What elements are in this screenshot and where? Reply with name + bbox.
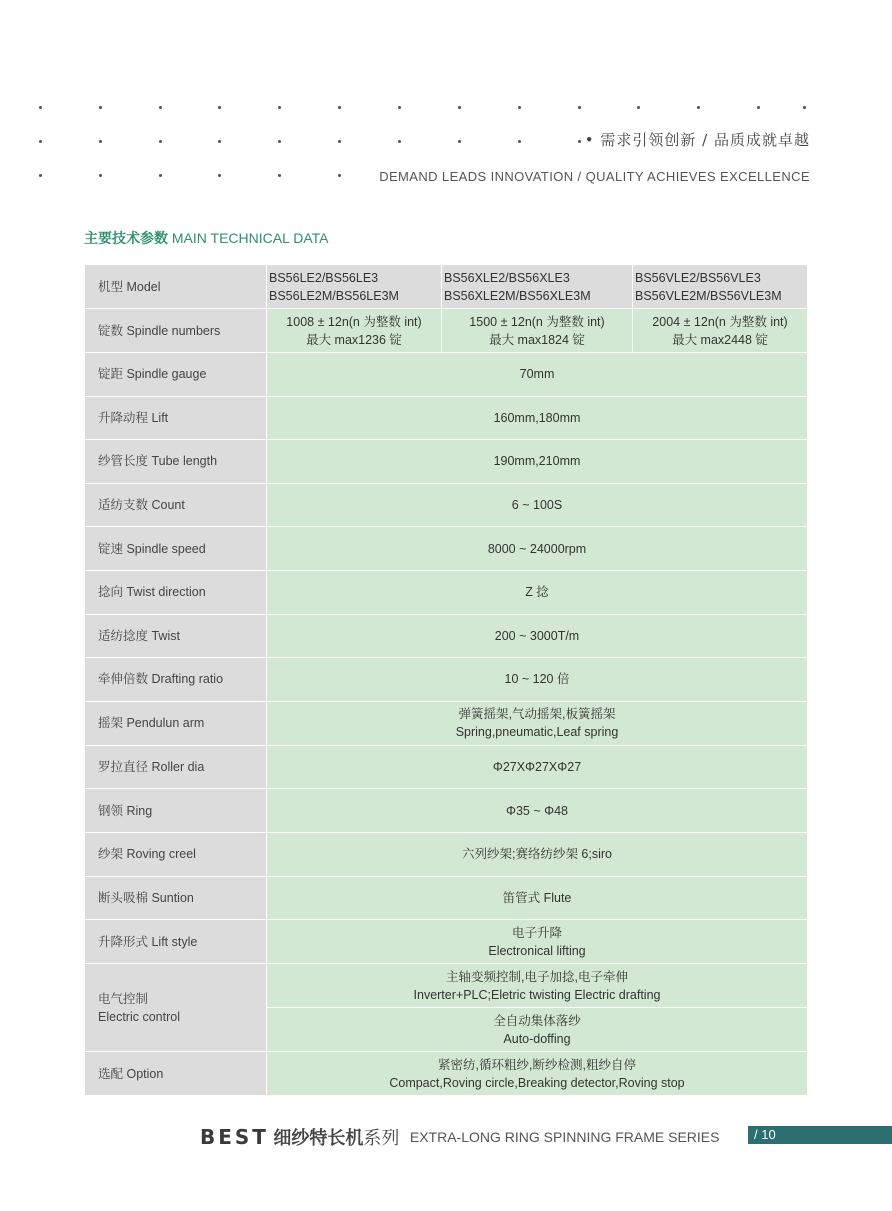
row-value bbox=[267, 440, 808, 484]
row-value-line1: Φ35 ~ Φ48 bbox=[506, 803, 568, 818]
table-row bbox=[85, 440, 808, 484]
decorative-dot bbox=[578, 140, 581, 143]
electric-value-2-cn: 全自动集体落纱 bbox=[493, 1013, 581, 1028]
row-value bbox=[267, 614, 808, 658]
model-3-line2: BS56VLE2M/BS56VLE3M bbox=[635, 288, 782, 303]
model-1-line2: BS56LE2M/BS56LE3M bbox=[269, 288, 399, 303]
slogan-english: DEMAND LEADS INNOVATION / QUALITY ACHIEVES EXCELLENCE bbox=[379, 169, 810, 184]
row-label: 选配 Option bbox=[85, 1052, 267, 1096]
row-value-line1: 8000 ~ 24000rpm bbox=[487, 541, 587, 556]
spindle-3-line1: 2004 ± 12n(n 为整数 int) bbox=[652, 314, 788, 329]
row-label: 捻向 Twist direction bbox=[85, 570, 267, 614]
electric-value-1-cn: 主轴变频控制,电子加捻,电子牵伸 bbox=[446, 969, 628, 984]
decorative-dot bbox=[757, 106, 760, 109]
row-value bbox=[267, 658, 808, 702]
row-value-line1: 六列纱架;赛络纺纱架 6;siro bbox=[461, 847, 612, 862]
table-row bbox=[85, 353, 808, 397]
decorative-dot bbox=[637, 106, 640, 109]
section-title-en: MAIN TECHNICAL DATA bbox=[171, 230, 329, 246]
row-label: 升降形式 Lift style bbox=[85, 920, 267, 964]
technical-data-table bbox=[84, 264, 808, 1096]
decorative-dot bbox=[39, 140, 42, 143]
table-row bbox=[85, 570, 808, 614]
row-label: 断头吸棉 Suntion bbox=[85, 876, 267, 920]
table-row bbox=[85, 745, 808, 789]
row-value-line1: 弹簧摇架,气动摇架,板簧摇架 bbox=[458, 707, 616, 722]
electric-value-1 bbox=[267, 964, 808, 1008]
decorative-dot bbox=[99, 174, 102, 177]
row-value-line1: 电子升降 bbox=[511, 925, 562, 940]
table-row bbox=[85, 920, 808, 964]
decorative-dot bbox=[278, 106, 281, 109]
decorative-dot bbox=[518, 140, 521, 143]
decorative-dot bbox=[518, 106, 521, 109]
decorative-dot bbox=[39, 106, 42, 109]
decorative-dot bbox=[99, 140, 102, 143]
decorative-dot bbox=[218, 140, 221, 143]
electric-value-1-en: Inverter+PLC;Eletric twisting Electric drafting bbox=[413, 987, 661, 1002]
decorative-dot bbox=[398, 106, 401, 109]
row-label: 锭速 Spindle speed bbox=[85, 527, 267, 571]
row-label: 牵伸倍数 Drafting ratio bbox=[85, 658, 267, 702]
decorative-dot bbox=[338, 106, 341, 109]
row-label: 适纺支数 Count bbox=[85, 483, 267, 527]
row-value bbox=[267, 701, 808, 745]
decorative-dot bbox=[398, 140, 401, 143]
decorative-dot bbox=[803, 106, 806, 109]
table-row bbox=[85, 701, 808, 745]
row-value-line1: 160mm,180mm bbox=[493, 410, 581, 425]
electric-value-2-en: Auto-doffing bbox=[503, 1031, 571, 1046]
table-row-option bbox=[85, 1052, 808, 1096]
spindle-cell-1 bbox=[267, 309, 442, 353]
section-title bbox=[84, 228, 329, 248]
row-value-line1: 10 ~ 120 倍 bbox=[504, 672, 570, 687]
row-value-line2: Spring,pneumatic,Leaf spring bbox=[455, 725, 619, 740]
row-label: 罗拉直径 Roller dia bbox=[85, 745, 267, 789]
option-value-cn: 紧密纺,循环粗纱,断纱检测,粗纱自停 bbox=[438, 1057, 636, 1072]
spindle-cell-3 bbox=[633, 309, 808, 353]
row-value-line1: Z 捻 bbox=[525, 585, 549, 600]
table-row bbox=[85, 614, 808, 658]
row-value-line1: Φ27XΦ27XΦ27 bbox=[492, 760, 582, 775]
decorative-dot bbox=[39, 174, 42, 177]
series-title-cn bbox=[273, 1124, 399, 1150]
table-row-electric-control bbox=[85, 964, 808, 1008]
decorative-dot bbox=[458, 106, 461, 109]
footer-brand bbox=[200, 1124, 719, 1148]
section-title-cn: 主要技术参数 bbox=[84, 230, 168, 246]
table-row-spindle-numbers bbox=[85, 309, 808, 353]
decorative-dot bbox=[578, 106, 581, 109]
row-value-line2: Electronical lifting bbox=[488, 943, 586, 958]
spindle-2-line2: 最大 max1824 锭 bbox=[489, 332, 585, 347]
row-value bbox=[267, 789, 808, 833]
series-title-cn-bold: 细纱特长机 bbox=[273, 1128, 364, 1148]
decorative-dot bbox=[338, 174, 341, 177]
table-row bbox=[85, 483, 808, 527]
decorative-dot bbox=[159, 174, 162, 177]
spindle-2-line1: 1500 ± 12n(n 为整数 int) bbox=[469, 314, 605, 329]
row-label: 锭数 Spindle numbers bbox=[85, 309, 267, 353]
row-value bbox=[267, 745, 808, 789]
row-label: 适纺捻度 Twist bbox=[85, 614, 267, 658]
row-value bbox=[267, 483, 808, 527]
row-label: 纱架 Roving creel bbox=[85, 832, 267, 876]
row-label: 钢领 Ring bbox=[85, 789, 267, 833]
row-label: 机型 Model bbox=[85, 265, 267, 309]
decorative-dot bbox=[99, 106, 102, 109]
row-label: 纱管长度 Tube length bbox=[85, 440, 267, 484]
decorative-dot bbox=[218, 106, 221, 109]
option-value-en: Compact,Roving circle,Breaking detector,Roving stop bbox=[389, 1075, 685, 1090]
decorative-dot bbox=[159, 140, 162, 143]
table-row bbox=[85, 832, 808, 876]
row-value-line1: 6 ~ 100S bbox=[511, 498, 563, 513]
table-row bbox=[85, 789, 808, 833]
brand-logo: BEST bbox=[200, 1125, 269, 1149]
row-value-line1: 笛管式 Flute bbox=[502, 890, 572, 905]
table-row bbox=[85, 396, 808, 440]
row-value-line1: 190mm,210mm bbox=[493, 454, 581, 469]
model-2-line2: BS56XLE2M/BS56XLE3M bbox=[444, 288, 591, 303]
row-label: 锭距 Spindle gauge bbox=[85, 353, 267, 397]
row-label: 摇架 Pendulun arm bbox=[85, 701, 267, 745]
row-label: 升降动程 Lift bbox=[85, 396, 267, 440]
row-label-electric bbox=[85, 964, 267, 1052]
decorative-dot bbox=[278, 140, 281, 143]
table-row bbox=[85, 658, 808, 702]
electric-label-en: Electric control bbox=[98, 1009, 180, 1024]
decorative-dot bbox=[458, 140, 461, 143]
spindle-1-line2: 最大 max1236 锭 bbox=[306, 332, 402, 347]
series-title-cn-light: 系列 bbox=[363, 1128, 400, 1148]
row-value bbox=[267, 920, 808, 964]
page-number: / 10 bbox=[748, 1126, 892, 1144]
decorative-dot bbox=[697, 106, 700, 109]
row-value bbox=[267, 570, 808, 614]
electric-label-cn: 电气控制 bbox=[98, 991, 149, 1006]
row-value bbox=[267, 832, 808, 876]
series-title-en: EXTRA-LONG RING SPINNING FRAME SERIES bbox=[409, 1129, 720, 1145]
spindle-3-line2: 最大 max2448 锭 bbox=[672, 332, 768, 347]
slogan-chinese: • 需求引领创新 / 品质成就卓越 bbox=[584, 131, 810, 149]
model-cell-2 bbox=[442, 265, 633, 309]
model-2-line1: BS56XLE2/BS56XLE3 bbox=[444, 270, 570, 285]
model-cell-3 bbox=[633, 265, 808, 309]
model-cell-1 bbox=[267, 265, 442, 309]
model-3-line1: BS56VLE2/BS56VLE3 bbox=[635, 270, 761, 285]
decorative-dot bbox=[338, 140, 341, 143]
electric-value-2 bbox=[267, 1008, 808, 1052]
row-value bbox=[267, 527, 808, 571]
row-value bbox=[267, 353, 808, 397]
spindle-cell-2 bbox=[442, 309, 633, 353]
decorative-dot bbox=[218, 174, 221, 177]
model-1-line1: BS56LE2/BS56LE3 bbox=[269, 270, 379, 285]
decorative-dot bbox=[278, 174, 281, 177]
row-value bbox=[267, 876, 808, 920]
table-row bbox=[85, 876, 808, 920]
row-value-line1: 200 ~ 3000T/m bbox=[494, 628, 580, 643]
spindle-1-line1: 1008 ± 12n(n 为整数 int) bbox=[286, 314, 422, 329]
table-row bbox=[85, 527, 808, 571]
table-row-model bbox=[85, 265, 808, 309]
row-value-line1: 70mm bbox=[519, 367, 555, 382]
row-value bbox=[267, 396, 808, 440]
option-value bbox=[267, 1052, 808, 1096]
decorative-dot bbox=[159, 106, 162, 109]
